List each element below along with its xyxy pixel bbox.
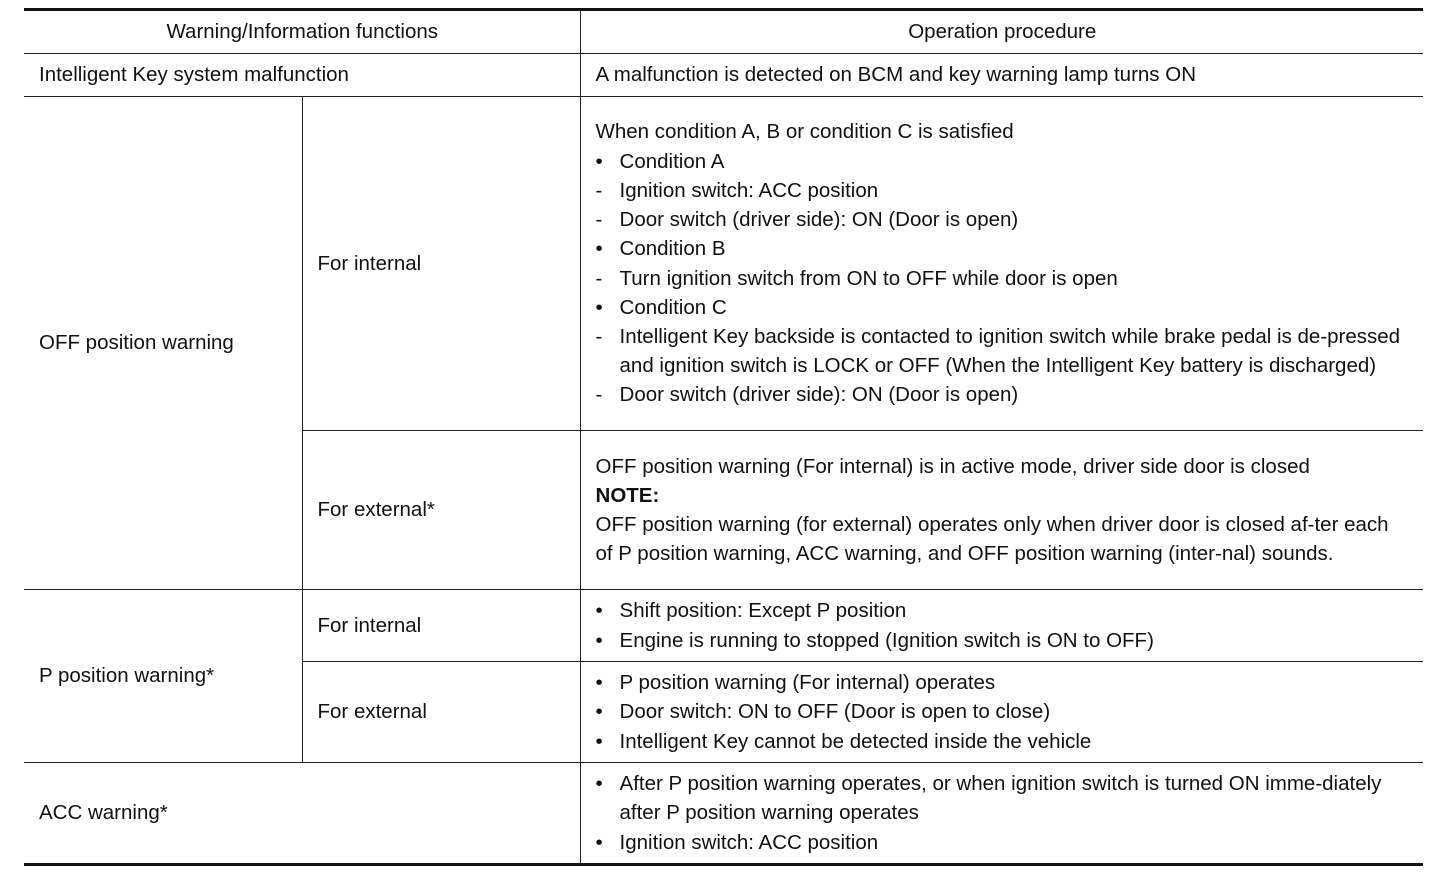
- bullet-marker: •: [595, 628, 603, 652]
- bullet-marker: •: [595, 830, 603, 854]
- list-item-text: Condition A: [619, 149, 725, 173]
- list-item-text: Door switch: ON to OFF (Door is open to close): [619, 700, 1051, 724]
- header-operation-procedure: Operation procedure: [580, 10, 1423, 54]
- list-item: [596, 380, 1410, 409]
- table-row: [24, 97, 1423, 431]
- list-item: [596, 234, 1410, 263]
- dash-marker: -: [595, 266, 603, 290]
- procedure-cell-malfunction: A malfunction is detected on BCM and key warning lamp turns ON: [580, 54, 1423, 97]
- procedure-intro: OFF position warning (For internal) is in active mode, driver side door is closed: [595, 454, 1310, 478]
- table-header-row: [24, 10, 1423, 54]
- list-item: [596, 828, 1410, 857]
- list-item: [596, 322, 1410, 380]
- note-text: OFF position warning (for external) operates only when driver door is closed af-ter each of P position warning, ACC warning, and OFF position warning (inter-nal) sounds.: [595, 513, 1389, 566]
- list-item-text: Ignition switch: ACC position: [619, 178, 879, 202]
- list-item: [596, 596, 1410, 625]
- list-item: [596, 769, 1410, 827]
- subtype-cell-off-internal: For internal: [302, 97, 580, 431]
- bullet-marker: •: [595, 295, 603, 319]
- table-row: [24, 54, 1423, 97]
- subtype-cell-p-internal: For internal: [302, 590, 580, 662]
- table-row: [24, 590, 1423, 662]
- dash-marker: -: [595, 324, 603, 348]
- subtype-cell-p-external: For external: [302, 662, 580, 763]
- list-item-text: P position warning (For internal) operates: [619, 671, 996, 695]
- table-row: [24, 763, 1423, 865]
- bullet-marker: •: [595, 149, 603, 173]
- list-item-text: Condition C: [619, 295, 727, 319]
- bullet-marker: •: [595, 729, 603, 753]
- header-warning-functions: Warning/Information functions: [24, 10, 580, 54]
- procedure-cell-off-external: [580, 431, 1423, 590]
- procedure-cell-acc: [580, 763, 1423, 865]
- function-cell-off-position: OFF position warning: [24, 97, 302, 590]
- list-item: [596, 264, 1410, 293]
- bullet-marker: •: [595, 237, 603, 261]
- note-label: NOTE:: [595, 483, 660, 507]
- dash-marker: -: [595, 383, 603, 407]
- bullet-marker: •: [595, 671, 603, 695]
- list-item: [596, 293, 1410, 322]
- list-item-text: After P position warning operates, or when ignition switch is turned ON imme-diately after P position warning operates: [619, 772, 1382, 825]
- list-item: [596, 626, 1410, 655]
- list-item-text: Door switch (driver side): ON (Door is open): [619, 208, 1019, 232]
- bullet-marker: •: [595, 772, 603, 796]
- function-cell-acc: ACC warning*: [24, 763, 580, 865]
- list-item-text: Condition B: [619, 237, 726, 261]
- list-item-text: Engine is running to stopped (Ignition switch is ON to OFF): [619, 628, 1154, 652]
- list-item-text: Door switch (driver side): ON (Door is open): [619, 383, 1019, 407]
- list-item-text: Ignition switch: ACC position: [619, 830, 879, 854]
- dash-marker: -: [595, 208, 603, 232]
- procedure-intro: When condition A, B or condition C is satisfied: [595, 120, 1014, 144]
- list-item-text: Turn ignition switch from ON to OFF while door is open: [619, 266, 1118, 290]
- list-item: [596, 697, 1410, 726]
- warning-functions-table: [24, 8, 1423, 866]
- list-item: [596, 727, 1410, 756]
- bullet-marker: •: [595, 700, 603, 724]
- procedure-cell-p-external: [580, 662, 1423, 763]
- function-cell-malfunction: Intelligent Key system malfunction: [24, 54, 580, 97]
- procedure-cell-off-internal: [580, 97, 1423, 431]
- bullet-marker: •: [595, 599, 603, 623]
- list-item: [596, 205, 1410, 234]
- list-item: [596, 668, 1410, 697]
- list-item: [596, 147, 1410, 176]
- list-item-text: Intelligent Key backside is contacted to ignition switch while brake pedal is de-pressed and ignition switch is LOCK or OFF (When the Intelligent Key battery is discharged): [619, 324, 1401, 378]
- list-item: [596, 176, 1410, 205]
- subtype-cell-off-external: For external*: [302, 431, 580, 590]
- function-cell-p-position: P position warning*: [24, 590, 302, 763]
- list-item-text: Shift position: Except P position: [619, 599, 907, 623]
- list-item-text: Intelligent Key cannot be detected inside the vehicle: [619, 729, 1092, 753]
- dash-marker: -: [595, 178, 603, 202]
- procedure-cell-p-internal: [580, 590, 1423, 662]
